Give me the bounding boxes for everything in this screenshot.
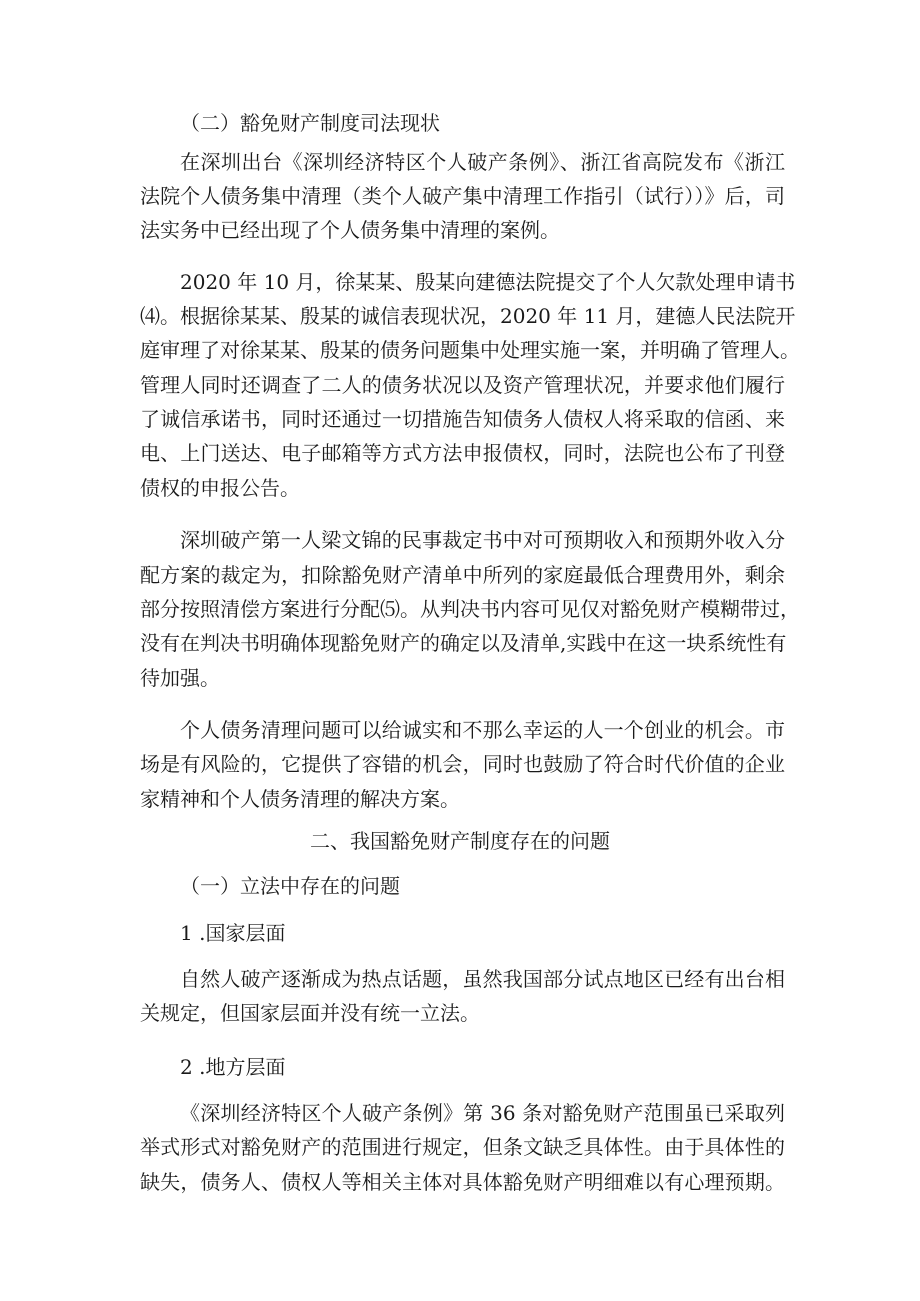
paragraph-line: 《深圳经济特区个人破产条例》第 36 条对豁免财产范围虽已采取列 bbox=[180, 1101, 785, 1125]
paragraph-line: 法实务中已经出现了个人债务集中清理的案例。 bbox=[140, 218, 560, 242]
paragraph-line: 自然人破产逐渐成为热点话题，虽然我国部分试点地区已经有出台相 bbox=[180, 967, 785, 991]
chapter-heading: 二、我国豁免财产制度存在的问题 bbox=[310, 829, 610, 853]
paragraph-line: 深圳破产第一人梁文锦的民事裁定书中对可预期收入和预期外收入分 bbox=[180, 528, 785, 552]
paragraph-line: 庭审理了对徐某某、殷某的债务问题集中处理实施一案，并明确了管理人。 bbox=[140, 338, 800, 362]
subsection-heading: （一）立法中存在的问题 bbox=[180, 874, 400, 898]
paragraph-line: 在深圳出台《深圳经济特区个人破产条例》、浙江省高院发布《浙江 bbox=[180, 150, 785, 174]
paragraph-line: 待加强。 bbox=[140, 666, 220, 690]
paragraph-line: 电、上门送达、电子邮箱等方式方法申报债权，同时，法院也公布了刊登 bbox=[140, 441, 785, 465]
item-heading: 1 .国家层面 bbox=[180, 921, 286, 945]
paragraph-line: 缺失，债务人、债权人等相关主体对具体豁免财产明细难以有心理预期。 bbox=[140, 1170, 785, 1194]
paragraph-line: 债权的申报公告。 bbox=[140, 476, 300, 500]
paragraph-line: 2020 年 10 月，徐某某、殷某向建德法院提交了个人欠款处理申请书 bbox=[180, 270, 796, 294]
paragraph-line: 法院个人债务集中清理（类个人破产集中清理工作指引（试行））》后，司 bbox=[140, 184, 785, 208]
paragraph-line: 举式形式对豁免财产的范围进行规定，但条文缺乏具体性。由于具体性的 bbox=[140, 1135, 785, 1159]
paragraph-line: 关规定，但国家层面并没有统一立法。 bbox=[140, 1001, 480, 1025]
section-heading: （二）豁免财产制度司法现状 bbox=[180, 111, 440, 135]
paragraph-line: 配方案的裁定为，扣除豁免财产清单中所列的家庭最低合理费用外，剩余 bbox=[140, 563, 785, 587]
paragraph-line: 部分按照清偿方案进行分配⑸。从判决书内容可见仅对豁免财产模糊带过， bbox=[140, 597, 800, 621]
paragraph-line: 家精神和个人债务清理的解决方案。 bbox=[140, 787, 460, 811]
paragraph-line: ⑷。根据徐某某、殷某的诚信表现状况，2020 年 11 月，建德人民法院开 bbox=[140, 304, 796, 328]
paragraph-line: 了诚信承诺书，同时还通过一切措施告知债务人债权人将采取的信函、来 bbox=[140, 407, 785, 431]
paragraph-line: 场是有风险的，它提供了容错的机会，同时也鼓励了符合时代价值的企业 bbox=[140, 752, 785, 776]
paragraph-line: 个人债务清理问题可以给诚实和不那么幸运的人一个创业的机会。市 bbox=[180, 718, 785, 742]
paragraph-line: 管理人同时还调查了二人的债务状况以及资产管理状况，并要求他们履行 bbox=[140, 373, 785, 397]
paragraph-line: 没有在判决书明确体现豁免财产的确定以及清单,实践中在这一块系统性有 bbox=[140, 631, 787, 655]
item-heading: 2 .地方层面 bbox=[180, 1055, 286, 1079]
